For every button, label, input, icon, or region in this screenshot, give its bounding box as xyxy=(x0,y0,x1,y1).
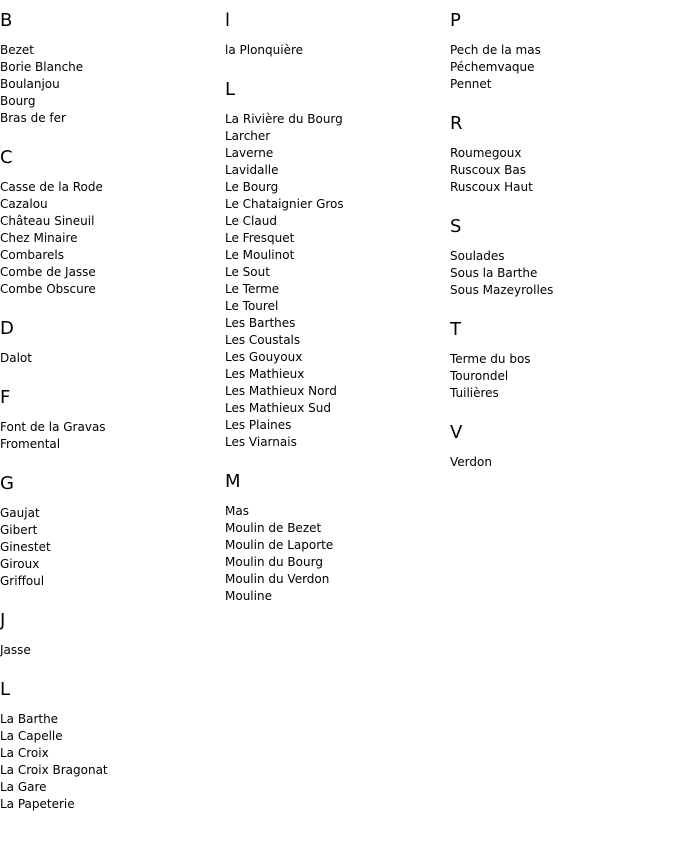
place-link[interactable]: Cazalou xyxy=(0,197,48,211)
place-link[interactable]: Le Bourg xyxy=(225,180,279,194)
place-link[interactable]: Bras de fer xyxy=(0,111,66,125)
place-list xyxy=(0,419,222,453)
place-link[interactable]: Mouline xyxy=(225,589,272,603)
place-link[interactable]: Fromental xyxy=(0,437,61,451)
place-link[interactable]: La Capelle xyxy=(0,729,63,743)
place-link[interactable]: Ruscoux Haut xyxy=(450,180,533,194)
group-letter-heading: L xyxy=(0,679,11,700)
place-link[interactable]: Château Sineuil xyxy=(0,214,95,228)
group-letter-heading: G xyxy=(0,473,14,494)
place-list xyxy=(225,42,447,59)
place-link[interactable]: Jasse xyxy=(0,643,31,657)
group-letter-heading: J xyxy=(0,610,6,631)
place-link[interactable]: Sous Mazeyrolles xyxy=(450,283,554,297)
place-link[interactable]: Tuilières xyxy=(450,386,499,400)
place-list xyxy=(450,454,672,471)
place-link[interactable]: Les Plaines xyxy=(225,418,292,432)
place-link[interactable]: Lavidalle xyxy=(225,163,279,177)
place-list xyxy=(450,145,672,196)
place-link[interactable]: Les Viarnais xyxy=(225,435,297,449)
letter-group xyxy=(0,10,222,127)
place-list xyxy=(0,642,222,659)
place-link[interactable]: Mas xyxy=(225,504,249,518)
group-letter-heading: R xyxy=(450,113,463,134)
group-letter-heading: D xyxy=(0,318,14,339)
place-link[interactable]: Les Mathieux Sud xyxy=(225,401,332,415)
place-link[interactable]: Dalot xyxy=(0,351,32,365)
place-link[interactable]: Le Sout xyxy=(225,265,270,279)
place-list xyxy=(450,351,672,402)
place-link[interactable]: Moulin de Laporte xyxy=(225,538,334,552)
place-list xyxy=(0,179,222,298)
letter-group xyxy=(0,679,222,813)
place-link[interactable]: Combe de Jasse xyxy=(0,265,96,279)
group-letter-heading: T xyxy=(450,319,461,340)
place-link[interactable]: Combarels xyxy=(0,248,65,262)
place-list xyxy=(0,711,222,813)
place-link[interactable]: Tourondel xyxy=(450,369,509,383)
place-list xyxy=(0,505,222,590)
place-link[interactable]: Pech de la mas xyxy=(450,43,541,57)
place-list xyxy=(450,42,672,93)
letter-group xyxy=(450,10,672,93)
place-link[interactable]: Boulanjou xyxy=(0,77,60,91)
group-letter-heading: F xyxy=(0,387,11,408)
place-link[interactable]: Bourg xyxy=(0,94,36,108)
place-list xyxy=(0,350,222,367)
place-link[interactable]: La Croix xyxy=(0,746,49,760)
place-link[interactable]: Le Tourel xyxy=(225,299,279,313)
place-link[interactable]: La Papeterie xyxy=(0,797,75,811)
letter-group xyxy=(0,318,222,367)
letter-group xyxy=(0,610,222,659)
group-letter-heading: B xyxy=(0,10,13,31)
place-link[interactable]: Larcher xyxy=(225,129,271,143)
place-link[interactable]: Roumegoux xyxy=(450,146,522,160)
place-link[interactable]: La Rivière du Bourg xyxy=(225,112,343,126)
letter-group xyxy=(0,387,222,453)
letter-group xyxy=(450,216,672,299)
group-letter-heading: V xyxy=(450,422,463,443)
place-link[interactable]: Chez Minaire xyxy=(0,231,78,245)
letter-group xyxy=(450,113,672,196)
place-link[interactable]: Gibert xyxy=(0,523,38,537)
letter-group xyxy=(225,10,447,59)
group-letter-heading: M xyxy=(225,471,241,492)
place-link[interactable]: Combe Obscure xyxy=(0,282,96,296)
place-link[interactable]: Le Fresquet xyxy=(225,231,295,245)
place-link[interactable]: Soulades xyxy=(450,249,505,263)
letter-group xyxy=(450,319,672,402)
place-link[interactable]: Péchemvaque xyxy=(450,60,535,74)
place-list xyxy=(225,111,447,451)
index-column-3 xyxy=(450,10,672,491)
place-list xyxy=(225,503,447,605)
letter-group xyxy=(225,79,447,451)
place-link[interactable]: Giroux xyxy=(0,557,40,571)
group-letter-heading: S xyxy=(450,216,462,237)
group-letter-heading: P xyxy=(450,10,461,31)
place-list xyxy=(450,248,672,299)
place-link[interactable]: La Gare xyxy=(0,780,47,794)
place-link[interactable]: Gaujat xyxy=(0,506,40,520)
place-link[interactable]: Le Chataignier Gros xyxy=(225,197,344,211)
place-link[interactable]: Les Mathieux xyxy=(225,367,305,381)
place-link[interactable]: Bezet xyxy=(0,43,35,57)
place-link[interactable]: Moulin du Verdon xyxy=(225,572,330,586)
group-letter-heading: C xyxy=(0,147,13,168)
place-link[interactable]: Moulin du Bourg xyxy=(225,555,323,569)
place-link[interactable]: Les Barthes xyxy=(225,316,296,330)
place-link[interactable]: Les Mathieux Nord xyxy=(225,384,337,398)
place-link[interactable]: la Plonquière xyxy=(225,43,304,57)
place-link[interactable]: La Barthe xyxy=(0,712,59,726)
place-list xyxy=(0,42,222,127)
place-link[interactable]: Sous la Barthe xyxy=(450,266,538,280)
letter-group xyxy=(0,147,222,298)
index-column-2 xyxy=(225,10,447,625)
place-link[interactable]: Laverne xyxy=(225,146,274,160)
place-link[interactable]: Verdon xyxy=(450,455,492,469)
place-link[interactable]: Le Moulinot xyxy=(225,248,295,262)
place-link[interactable]: Terme du bos xyxy=(450,352,531,366)
letter-group xyxy=(225,471,447,605)
letter-group xyxy=(450,422,672,471)
place-link[interactable]: Griffoul xyxy=(0,574,45,588)
index-column-1 xyxy=(0,10,222,833)
place-link[interactable]: La Croix Bragonat xyxy=(0,763,108,777)
place-link[interactable]: Pennet xyxy=(450,77,492,91)
place-link[interactable]: Casse de la Rode xyxy=(0,180,103,194)
place-link[interactable]: Le Claud xyxy=(225,214,277,228)
letter-group xyxy=(0,473,222,590)
place-link[interactable]: Moulin de Bezet xyxy=(225,521,322,535)
place-link[interactable]: Ruscoux Bas xyxy=(450,163,526,177)
group-letter-heading: l xyxy=(225,10,231,31)
place-link[interactable]: Les Gouyoux xyxy=(225,350,303,364)
place-link[interactable]: Borie Blanche xyxy=(0,60,84,74)
place-link[interactable]: Le Terme xyxy=(225,282,280,296)
group-letter-heading: L xyxy=(225,79,236,100)
place-link[interactable]: Les Coustals xyxy=(225,333,301,347)
place-link[interactable]: Ginestet xyxy=(0,540,51,554)
place-link[interactable]: Font de la Gravas xyxy=(0,420,106,434)
